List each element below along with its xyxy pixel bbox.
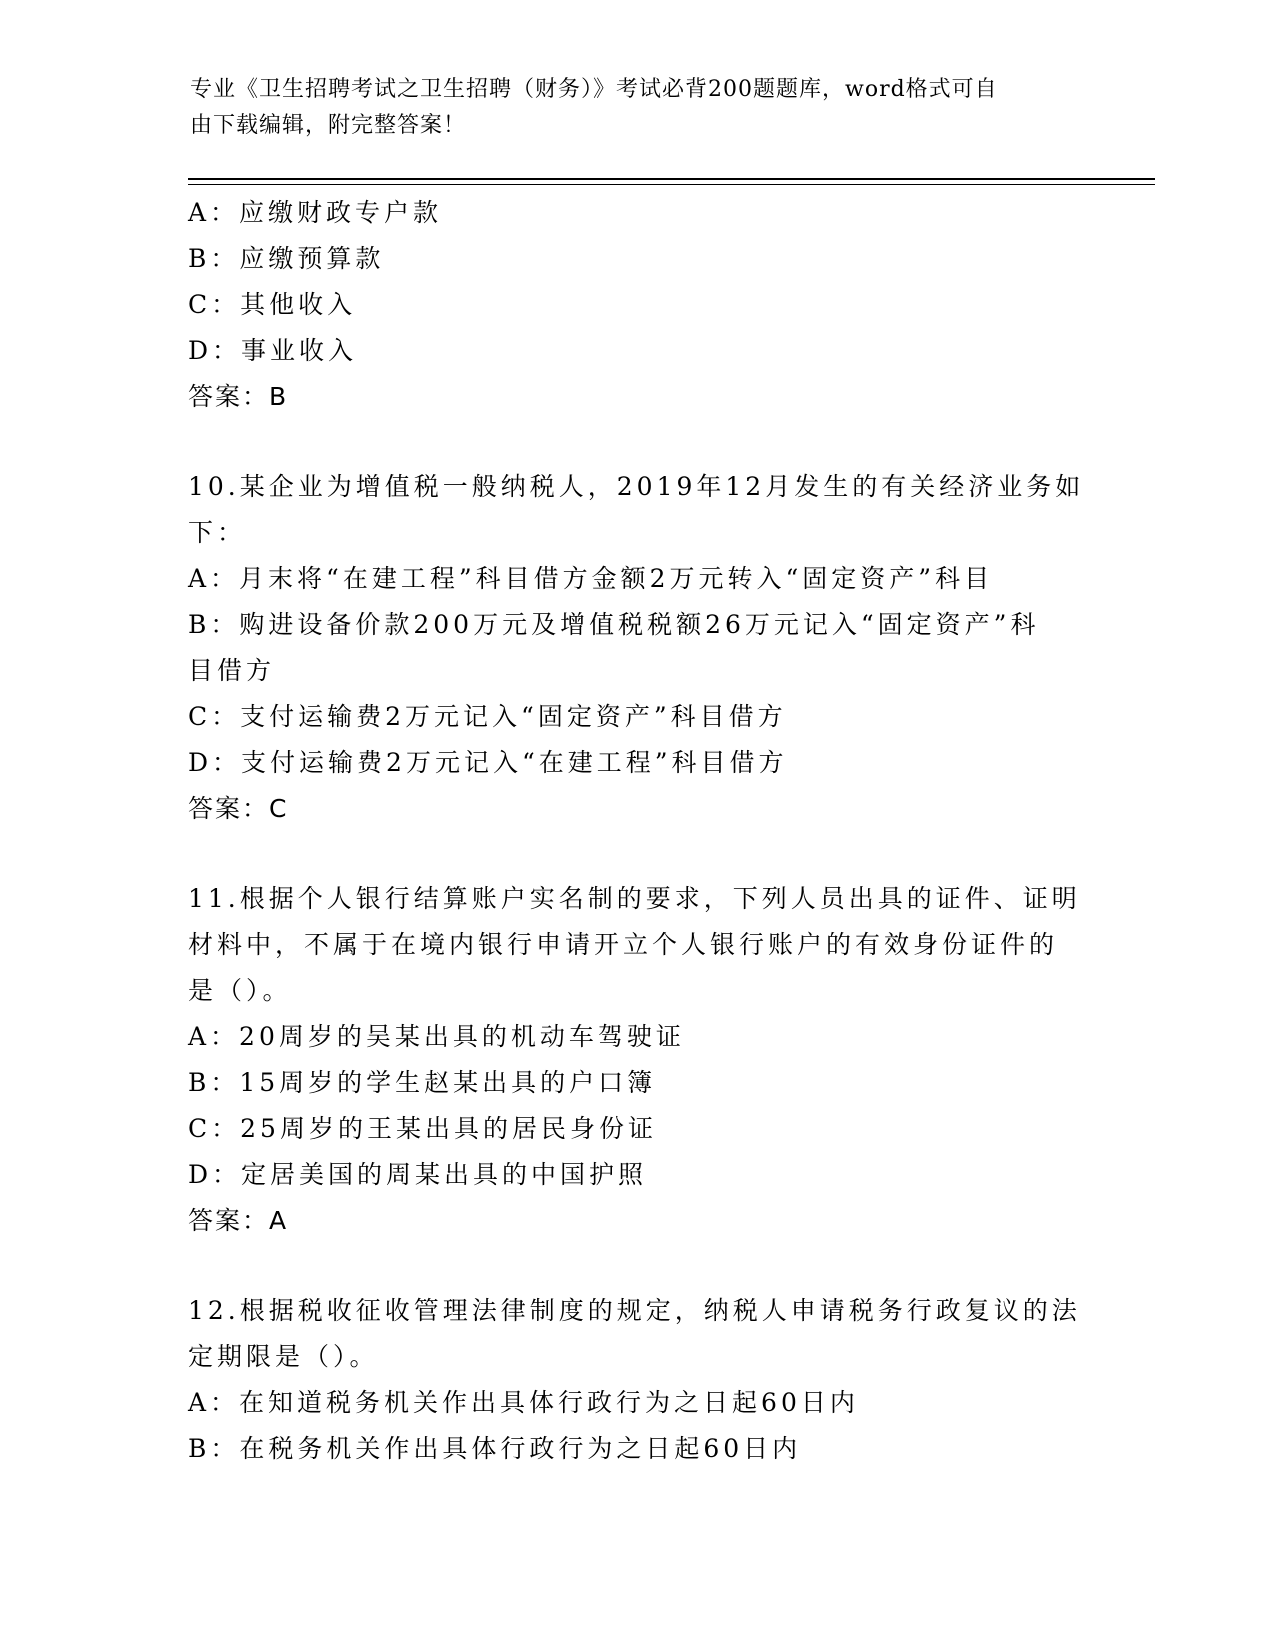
option-a: A：20周岁的吴某出具的机动车驾驶证 [188,1022,685,1051]
option-b: B：应缴预算款 [188,244,385,273]
option-d: D：支付运输费2万元记入“在建工程”科目借方 [188,748,788,777]
option-a: A：在知道税务机关作出具体行政行为之日起60日内 [188,1388,859,1417]
question-12 [188,1288,1088,1472]
option-b: B：15周岁的学生赵某出具的户口簿 [188,1068,657,1097]
question-spacer [188,420,1088,464]
option-c: C：支付运输费2万元记入“固定资产”科目借方 [188,702,787,731]
option-c: C：25周岁的王某出具的居民身份证 [188,1114,657,1143]
document-header [190,72,1070,144]
option-a: A：应缴财政专户款 [188,198,443,227]
option-b: B：购进设备价款200万元及增值税税额26万元记入“固定资产”科 [188,610,1040,639]
answer-line: 答案：A [188,1206,289,1235]
header-line-1: 专业《卫生招聘考试之卫生招聘（财务）》考试必背200题题库，word格式可自 [190,77,998,102]
option-b: B：在税务机关作出具体行政行为之日起60日内 [188,1434,802,1463]
question-list [188,190,1088,1472]
question-stem-line: 11.根据个人银行结算账户实名制的要求，下列人员出具的证件、证明 [188,884,1081,913]
question-stem-line: 材料中，不属于在境内银行申请开立个人银行账户的有效身份证件的 [188,930,1059,959]
option-c: C：其他收入 [188,290,357,319]
header-divider-thick [188,178,1155,180]
question-10 [188,464,1088,832]
question-stem-line: 10.某企业为增值税一般纳税人，2019年12月发生的有关经济业务如 [188,472,1085,501]
option-d: D：定居美国的周某出具的中国护照 [188,1160,648,1189]
question-stem-line: 下： [188,518,247,547]
question-11 [188,876,1088,1244]
option-d: D：事业收入 [188,336,358,365]
option-b-continued: 目借方 [188,656,276,685]
answer-line: 答案：C [188,794,289,823]
option-a: A：月末将“在建工程”科目借方金额2万元转入“固定资产”科目 [188,564,994,593]
question-stem-line: 定期限是（）。 [188,1342,379,1371]
header-divider-thin [188,184,1155,185]
header-line-2: 由下载编辑，附完整答案！ [190,113,467,138]
answer-line: 答案：B [188,382,289,411]
question-spacer [188,832,1088,876]
question-9 [188,190,1088,420]
question-stem-line: 是（）。 [188,976,292,1005]
question-spacer [188,1244,1088,1288]
question-stem-line: 12.根据税收征收管理法律制度的规定，纳税人申请税务行政复议的法 [188,1296,1081,1325]
